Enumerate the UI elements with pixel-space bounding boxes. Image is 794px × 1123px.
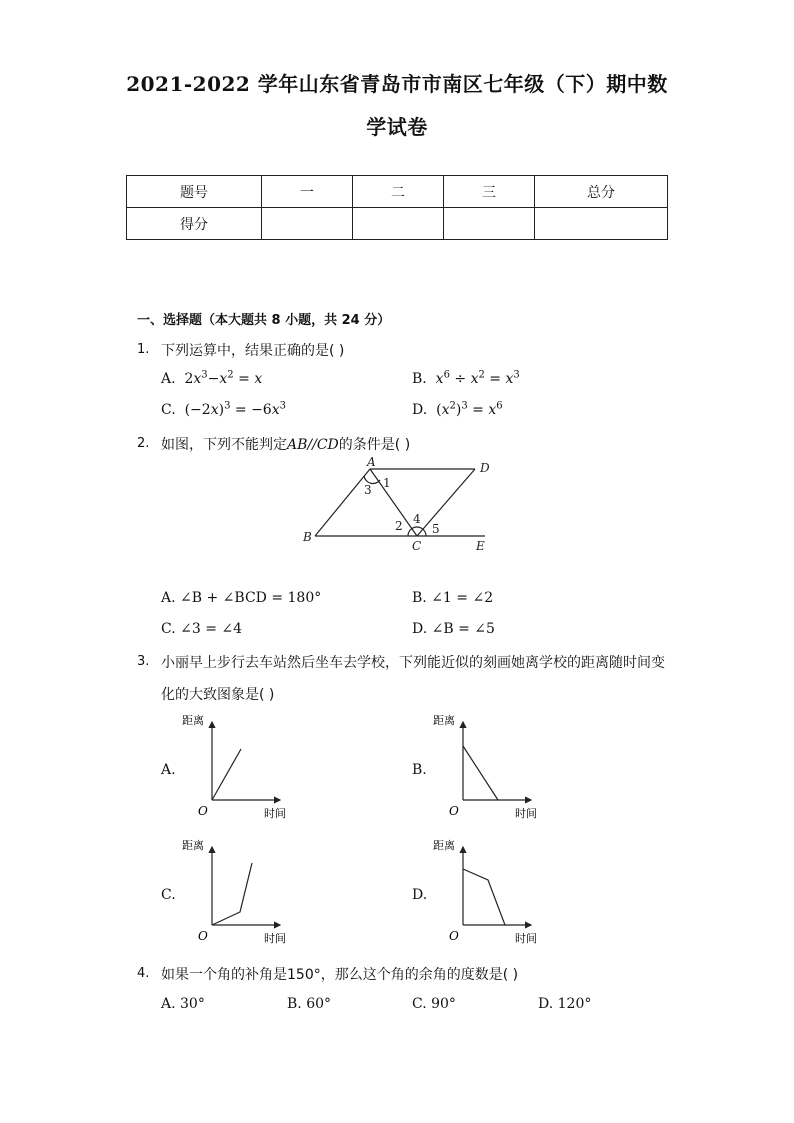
origin-label: O (449, 929, 459, 943)
q1-option-c[interactable] (161, 402, 286, 418)
line-dc (417, 469, 475, 536)
q1-option-c-expr: $(-2x)^3 = -6x^3$ (180, 400, 286, 418)
q3-number: 3. (137, 654, 150, 669)
angle-label-2: 2 (395, 519, 403, 533)
q4-text: 如果一个角的补角是150°，那么这个角的余角的度数是( ) (161, 967, 519, 983)
q2-text (161, 434, 410, 454)
q1-option-b-expr: $x^6 \div x^2 = x^3$ (435, 369, 520, 387)
score-cell-part2 (353, 208, 444, 240)
score-table (126, 175, 668, 240)
angle-label-1: 1 (383, 476, 391, 490)
score-header-part3: 三 (444, 176, 535, 208)
x-axis-label: 时间 (515, 932, 537, 945)
score-header-part1: 一 (262, 176, 353, 208)
score-row-label: 得分 (127, 208, 262, 240)
q4-option-c[interactable]: C. 90° (412, 996, 456, 1012)
line-ac (370, 469, 417, 536)
q2-option-d[interactable]: D. ∠B = ∠5 (412, 621, 495, 637)
y-axis-label: 距离 (182, 839, 204, 852)
graph-line (463, 869, 505, 925)
q2-text-post: 的条件是( ) (338, 437, 411, 453)
graph-line (463, 746, 498, 800)
q3-graph-c (180, 837, 290, 947)
q2-option-c[interactable]: C. ∠3 = ∠4 (161, 621, 243, 637)
y-axis-label: 距离 (182, 714, 204, 727)
angle-label-5: 5 (432, 522, 440, 536)
q1-option-d-letter: D. (412, 402, 428, 418)
q3-text-line-1: 小丽早上步行去车站然后坐车去学校，下列能近似的刻画她离学校的距离随时间变 (161, 655, 665, 671)
page-title-line-2: 学试卷 (366, 115, 428, 139)
q1-option-a-expr: $2x^3-x^2 = x$ (180, 369, 263, 387)
q3-graph-d (431, 837, 541, 947)
q2-figure (300, 452, 500, 556)
x-axis-label: 时间 (515, 807, 537, 820)
point-label-e: E (476, 539, 485, 553)
score-header-part2: 二 (353, 176, 444, 208)
q4-option-b[interactable]: B. 60° (287, 996, 332, 1012)
q1-option-d-expr: $(x^2)^3 = x^6$ (431, 400, 503, 418)
graph-line (212, 863, 252, 925)
q3-graph-a (180, 712, 290, 822)
q1-text: 下列运算中，结果正确的是( ) (161, 343, 345, 359)
q3-graph-b (431, 712, 541, 822)
q2-option-a[interactable]: A. ∠B + ∠BCD = 180° (161, 590, 322, 606)
origin-label: O (449, 804, 459, 818)
point-label-b: B (303, 530, 312, 544)
score-cell-total (535, 208, 668, 240)
q3-text-line-2: 化的大致图象是( ) (161, 687, 275, 703)
q2-text-pre: 如图，下列不能判定 (161, 437, 287, 453)
line-ab (315, 469, 370, 536)
q3-option-d[interactable]: D. (412, 887, 428, 903)
q3-option-a[interactable]: A. (161, 762, 176, 778)
point-label-c: C (412, 539, 422, 553)
point-label-d: D (480, 461, 490, 475)
q2-number: 2. (137, 436, 150, 451)
q1-option-c-letter: C. (161, 402, 176, 418)
q3-option-b[interactable]: B. (412, 762, 427, 778)
x-axis-label: 时间 (264, 807, 286, 820)
score-cell-part3 (444, 208, 535, 240)
q1-option-b-letter: B. (412, 371, 427, 387)
q1-option-a[interactable] (161, 371, 262, 387)
q3-option-c[interactable]: C. (161, 887, 176, 903)
section-heading: 一、选择题（本大题共 8 小题，共 24 分） (137, 313, 391, 328)
page-title-line-1: 2021-2022 学年山东省青岛市市南区七年级（下）期中数 (126, 72, 668, 96)
q1-option-a-letter: A. (161, 371, 176, 387)
q4-option-a[interactable]: A. 30° (161, 996, 205, 1012)
point-label-a: A (367, 455, 376, 469)
q2-text-math: AB//CD (287, 437, 339, 453)
score-table-header-row (127, 176, 668, 208)
score-header-total: 总分 (535, 176, 668, 208)
x-axis-label: 时间 (264, 932, 286, 945)
angle-label-3: 3 (364, 483, 372, 497)
q1-option-b[interactable] (412, 371, 520, 387)
q4-option-d[interactable]: D. 120° (538, 996, 592, 1012)
score-table-score-row (127, 208, 668, 240)
score-header-label: 题号 (127, 176, 262, 208)
score-cell-part1 (262, 208, 353, 240)
angle-label-4: 4 (413, 512, 421, 526)
q1-option-d[interactable] (412, 402, 503, 418)
q4-number: 4. (137, 966, 150, 981)
origin-label: O (198, 804, 208, 818)
q2-option-b[interactable]: B. ∠1 = ∠2 (412, 590, 494, 606)
y-axis-label: 距离 (433, 839, 455, 852)
origin-label: O (198, 929, 208, 943)
q1-number: 1. (137, 342, 150, 357)
graph-line (212, 749, 241, 800)
y-axis-label: 距离 (433, 714, 455, 727)
